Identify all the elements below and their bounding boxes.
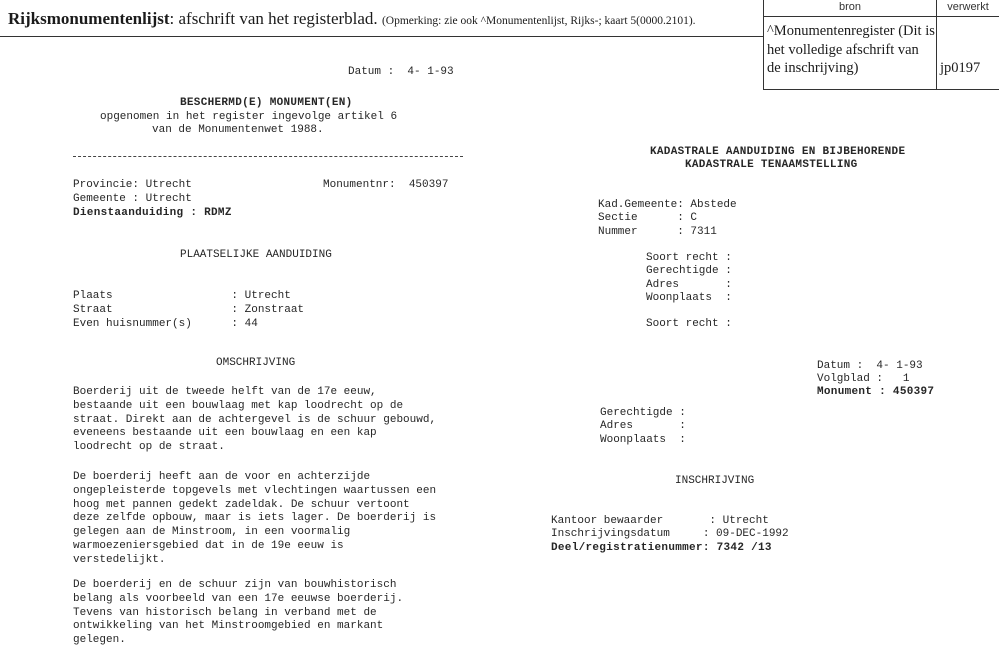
nummer: Nummer : 7311: [598, 226, 717, 238]
box-divider-vertical: [936, 0, 937, 89]
verwerkt-text: jp0197: [940, 60, 981, 76]
header-rule: [0, 36, 763, 37]
omschrijving-para-1: Boerderij uit de tweede helft van de 17e eeuw, bestaande uit een bouwlaag met kap loodrecht op de straat. Direkt aan de achtergevel is de schuur gebouwd, eveneens bestaande uit een bouwlaag en een kap loodrecht op de straat.: [73, 386, 437, 454]
provincie: Provincie: Utrecht: [73, 179, 192, 191]
heading-register: opgenomen in het register ingevolge artikel 6: [100, 111, 398, 123]
huisnummer: Even huisnummer(s) : 44: [73, 318, 258, 330]
rechten-blok-1: Soort recht : Gerechtigde : Adres : Woonplaats :: [646, 252, 732, 304]
dienstaanduiding: Dienstaanduiding : RDMZ: [73, 207, 232, 219]
rechten-blok-2: Gerechtigde : Adres : Woonplaats :: [600, 407, 686, 446]
monumentnr: Monumentnr: 450397: [323, 179, 449, 191]
soort-recht-2: Soort recht :: [646, 318, 732, 330]
heading-inschrijving: INSCHRIJVING: [675, 475, 755, 487]
deel-registratienummer: Deel/registratienummer: 7342 /13: [551, 542, 772, 554]
heading-kadastrale-1: KADASTRALE AANDUIDING EN BIJBEHORENDE: [650, 146, 906, 158]
box-divider-horizontal: [764, 16, 999, 17]
heading-kadastrale-2: KADASTRALE TENAAMSTELLING: [685, 159, 858, 171]
bron-text: ^Monumentenregister (Dit is het volledige afschrift van de inschrijving): [767, 23, 935, 76]
monument-nummer: Monument : 450397: [817, 386, 935, 398]
datum-left: Datum : 4- 1-93: [348, 66, 454, 78]
heading-plaatselijke: PLAATSELIJKE AANDUIDING: [180, 249, 332, 261]
title-bold: Rijksmonumentenlijst: [8, 9, 170, 28]
omschrijving-para-2: De boerderij heeft aan de voor en achterzijde ongepleisterde topgevels met vlechtingen waartussen een hoog met pannen gedekt zadeldak. De schuur vertoont deze zelfde opbouw, maar is iets lager. De boerderij is gelegen aan de Minstroom, in een voormalig warmoezeniersgebied dat in de 19e eeuw is verstedelijkt.: [73, 471, 437, 566]
heading-omschrijving: OMSCHRIJVING: [216, 357, 296, 369]
verwerkt-label: verwerkt: [947, 1, 989, 13]
straat: Straat : Zonstraat: [73, 304, 305, 316]
header-title: [8, 9, 696, 29]
kad-gemeente: Kad.Gemeente: Abstede: [598, 199, 737, 211]
heading-beschermd: BESCHERMD(E) MONUMENT(EN): [180, 97, 353, 109]
kantoor-bewaarder: Kantoor bewaarder : Utrecht: [551, 515, 769, 527]
datum-right: Datum : 4- 1-93: [817, 360, 923, 372]
dashed-separator: [73, 156, 463, 157]
volgblad: Volgblad : 1: [817, 373, 910, 385]
sectie: Sectie : C: [598, 212, 698, 224]
heading-monumentenwet: van de Monumentenwet 1988.: [152, 124, 324, 136]
plaats: Plaats : Utrecht: [73, 290, 291, 302]
title-rest: : afschrift van het registerblad.: [169, 9, 378, 28]
header-note: (Opmerking: zie ook ^Monumentenlijst, Rijks-; kaart 5(0000.2101).: [381, 15, 696, 27]
gemeente: Gemeente : Utrecht: [73, 193, 192, 205]
source-box: [763, 0, 999, 90]
inschrijvingsdatum: Inschrijvingsdatum : 09-DEC-1992: [551, 528, 789, 540]
bron-label: bron: [838, 1, 862, 13]
omschrijving-para-3: De boerderij en de schuur zijn van bouwhistorisch belang als voorbeeld van een 17e eeuwse boerderij. Tevens van historisch belang in verband met de ontwikkeling van het Minstroomgebied en markant gelegen.: [73, 579, 404, 647]
